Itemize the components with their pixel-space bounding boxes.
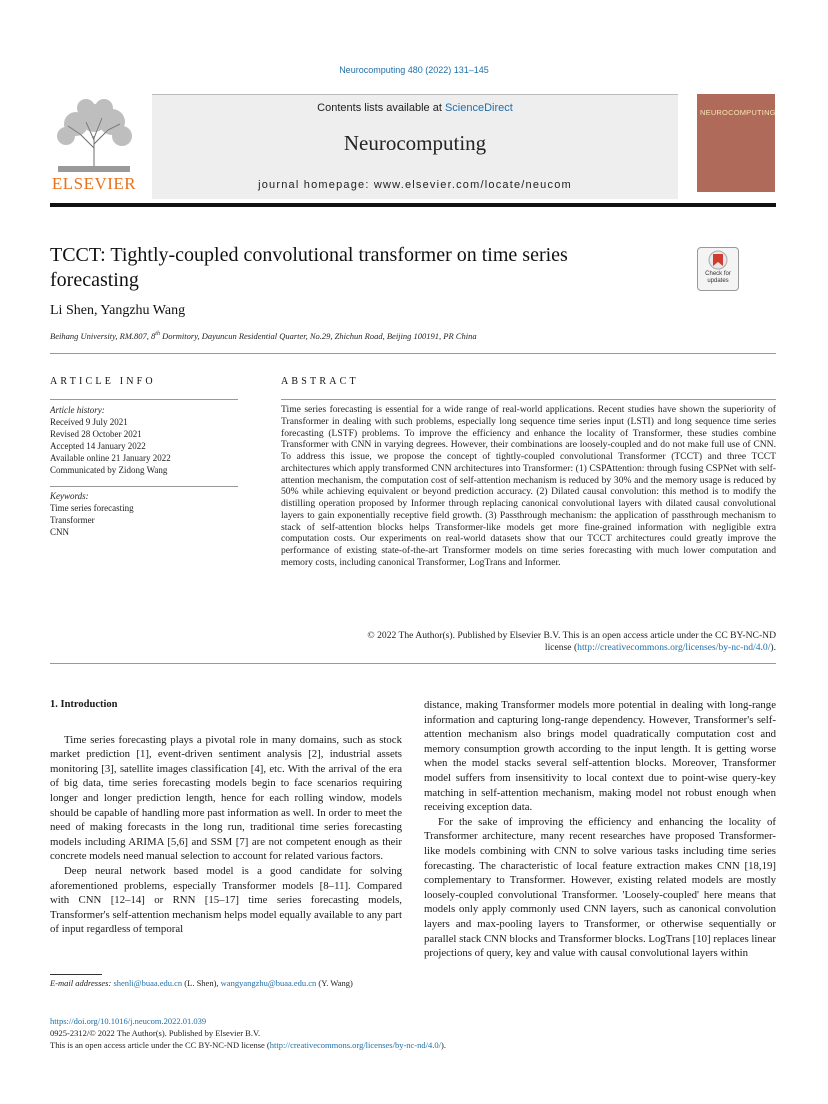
history-item: Accepted 14 January 2022 [50,441,146,451]
contents-line [152,102,678,114]
footnote-divider [50,974,102,975]
contents-prefix: Contents lists available at [317,102,442,114]
divider [50,663,776,664]
paragraph: Time series forecasting plays a pivotal role in many domains, such as stock market prediction [1], event-driven sentiment analysis [2], industrial assets monitoring [3], satellite images classification [4], etc. With the arrival of the era of big data, time series forecasting models begin to face scenarios requiring longer and longer prediction length, hence for each rolling window, models should be capable of handling more past information as well. In order to meet the need of making forecasts in the long run, traditional time series forecasting models including ARIMA [5,6] and SSM [7] are not competent enough as their concrete models need manual selection to account for related various factors. [50,733,402,863]
check-for-updates-button[interactable] [697,247,739,291]
email-link[interactable]: wangyangzhu@buaa.edu.cn [220,978,317,988]
cover-title: NEUROCOMPUTING [700,108,776,117]
license-link[interactable]: http://creativecommons.org/licenses/by-nc-nd/4.0/ [269,1040,441,1050]
footer-license: This is an open access article under the CC BY-NC-ND license (http://creativecommons.org/licenses/by-nc-nd/4.0/). [50,1040,446,1050]
history-item: Communicated by Zidong Wang [50,465,168,475]
article-title: TCCT: Tightly-coupled convolutional transformer on time series forecasting [50,244,568,291]
history-label: Article history: [50,405,105,415]
affiliation: Beihang University, RM.807, 8th Dormitory, Dayuncun Residential Quarter, No.29, Zhichun Road, Beijing 100191, PR China [50,331,477,341]
abstract-heading: ABSTRACT [281,376,359,387]
sciencedirect-link[interactable]: ScienceDirect [444,102,513,114]
abstract-text: Time series forecasting is essential for a wide range of real-world applications. Recent studies have shown the superiority of Transformer in dealing with such problems, especially long sequence time series input (LSTI) and long sequence time series forecasting (LSTF) problems. To improve the efficiency and enhance the locality of Transformer, these studies combine Transformer with CNN in varying degrees. However, their combinations are loosely-coupled and do not make full use of CNN. To address this issue, we propose the concept of tightly-coupled convolutional Transformer (TCCT) and three TCCT architectures which apply transformed CNN architectures into Transformer: (1) CSPAttention: through fusing CSPNet with self-attention mechanism, the computation cost of self-attention mechanism is reduced by 30% and the memory usage is reduced by 50% while achieving equivalent or beyond prediction accuracy. (2) Dilated causal convolution: this method is to modify the distilling operation proposed by Informer through replacing canonical convolutional layers with dilated causal convolutional layers to gain exponentially receptive field growth. (3) Passthrough mechanism: the application of passthrough mechanism to stack of self-attention blocks helps Transformer-like models get more fine-grained information with negligible extra computation costs. Our experiments on real-world datasets show that our TCCT architectures could greatly improve the performance of existing state-of-the-art Transformer models on time series forecasting with much lower computation and memory costs, including canonical Transformer, LogTrans and Informer. [281,404,776,568]
email-link[interactable]: shenli@buaa.edu.cn [113,978,183,988]
paragraph: Deep neural network based model is a good candidate for solving aforementioned problems, especially Transformer models [8–11]. Compared with CNN [12–14] or RNN [15–17] time series forecasting models, Transformer's self-attention mechanism helps model equally available to any part of input regardless of temporal [50,864,402,936]
journal-reference[interactable]: Neurocomputing 480 (2022) 131–145 [339,65,489,75]
journal-cover-thumbnail[interactable] [697,94,775,192]
footnote-label: E-mail addresses: [50,978,112,988]
keywords-label: Keywords: [50,491,89,501]
footnote-emails: E-mail addresses: shenli@buaa.edu.cn (L. Shen), wangyangzhu@buaa.edu.cn (Y. Wang) [50,978,353,988]
article-info-heading: ARTICLE INFO [50,376,156,387]
keywords-divider [50,486,238,487]
body-left-column [50,698,402,937]
elsevier-logo [50,96,138,194]
paragraph: For the sake of improving the efficiency and enhancing the locality of Transformer architecture, many recent researches have proposed Transformer-like models combining with CNN to solve various tasks including time series forecasting. The characteristic of local feature extraction makes CNN [18,19] complementary to Transformer. However, existing related models are mostly loosely-coupled convolutional Transformer. 'Loosely-coupled' here means that models only apply commonly used CNN layers, such as canonical convolution layers and max-pooling layers to Transformer, or otherwise sequentially or parallel stack CNN blocks and Transformer blocks. LogTrans [10] replaces linear projections of query, key and value with causal convolutional layers within [424,815,776,960]
publisher-logo-text: ELSEVIER [51,174,137,193]
article-info-divider [50,399,238,400]
section-heading: 1. Introduction [50,699,118,710]
history-item: Revised 28 October 2021 [50,429,142,439]
license-link[interactable]: http://creativecommons.org/licenses/by-nc-nd/4.0/ [577,641,771,653]
page-footer [50,1015,790,1051]
history-item: Available online 21 January 2022 [50,453,171,463]
header-divider [50,203,776,207]
doi-link[interactable]: https://doi.org/10.1016/j.neucom.2022.01.039 [50,1016,207,1026]
paragraph: distance, making Transformer models more potential in dealing with long-range information and capturing long-range dependency. However, Transformer's self-attention mechanism also brings model quadratically computation cost and memory consumption growth according to the input length. It is getting worse when the model stacks several self-attention blocks. Moreover, Transformer model suffers from insensitivity to local context due to point-wise query-key matching in self-attention mechanism, making model not robust enough when receiving exception data. [424,699,776,814]
abstract-license: © 2022 The Author(s). Published by Elsevier B.V. This is an open access article under the CC BY-NC-ND license (http://creativecommons.org/licenses/by-nc-nd/4.0/). [367,630,776,653]
check-for-updates-label: Check for updates [705,271,731,284]
journal-name: Neurocomputing [343,131,487,155]
journal-homepage[interactable]: journal homepage: www.elsevier.com/locate/neucom [258,179,572,191]
keywords [50,490,238,538]
history-item: Received 9 July 2021 [50,417,128,427]
divider [50,353,776,354]
journal-banner [152,94,678,199]
authors: Li Shen, Yangzhu Wang [50,303,186,318]
abstract-divider [281,399,776,400]
body-right-column [424,698,776,961]
issn-line: 0925-2312/© 2022 The Author(s). Published by Elsevier B.V. [50,1028,261,1038]
keyword: Time series forecasting [50,503,134,513]
tree-icon [50,96,138,174]
keyword: Transformer [50,515,95,525]
article-history [50,404,238,476]
keyword: CNN [50,527,70,537]
bookmark-icon [698,248,738,270]
